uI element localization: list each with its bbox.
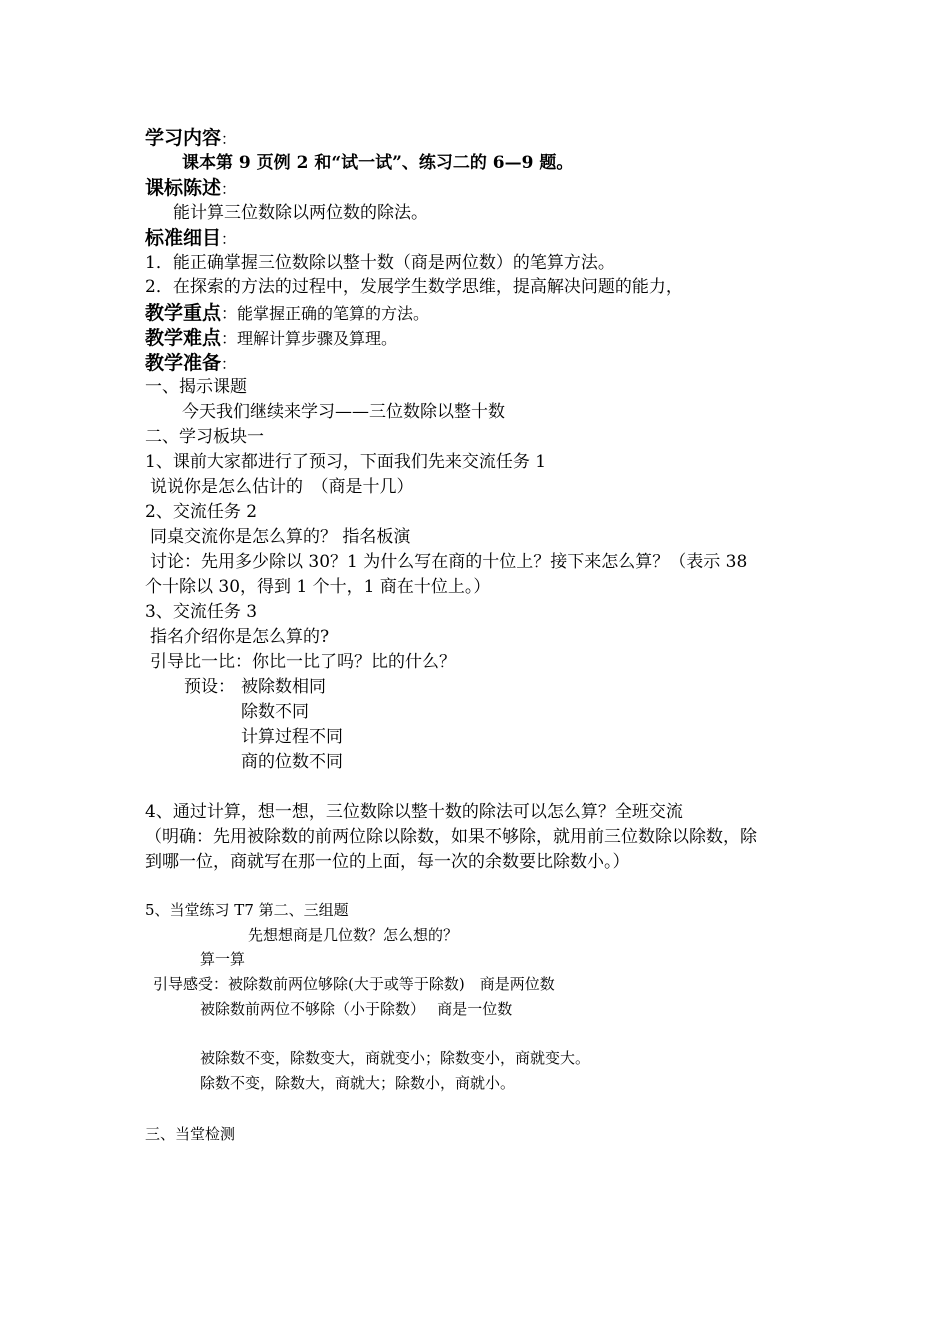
task-2-discussion: 讨论：先用多少除以 30？1 为什么写在商的十位上？接下来怎么算？（表示 38 [150, 552, 748, 572]
standards-heading [145, 225, 236, 252]
study-content-text: 课本第 9 页例 2 和“试一试”、练习二的 6—9 题。 [182, 153, 574, 173]
curriculum-colon: ： [221, 180, 237, 198]
task-4: 4、通过计算，想一想，三位数除以整十数的除法可以怎么算？全班交流 [145, 802, 683, 822]
preset-item: 除数不同 [241, 702, 309, 722]
rule-line: 被除数不变，除数变大，商就变小；除数变小，商就变大。 [200, 1049, 591, 1067]
standards-item: 1．能正确掌握三位数除以整十数（商是两位数）的笔算方法。 [145, 253, 615, 273]
task-2: 2、交流任务 2 [145, 502, 258, 522]
task-1-detail: 说说你是怎么估计的 （商是十几） [150, 477, 414, 497]
task-5: 5、当堂练习 T7 第二、三组题 [145, 901, 349, 919]
difficulty-label: 教学难点 [145, 327, 222, 349]
standards-item: 2．在探索的方法的过程中，发展学生数学思维，提高解决问题的能力， [145, 277, 683, 297]
task-2-detail: 同桌交流你是怎么算的？ 指名板演 [150, 527, 411, 547]
key-point-text: ：能掌握正确的笔算的方法。 [221, 304, 430, 323]
preset-item: 计算过程不同 [241, 727, 343, 747]
standards-label: 标准细目 [145, 227, 222, 249]
key-point-line [145, 300, 429, 327]
difficulty-line [145, 325, 397, 352]
rule-line: 除数不变，除数大，商就大；除数小，商就小。 [200, 1074, 516, 1092]
standards-colon: ： [221, 230, 237, 248]
study-content-label: 学习内容 [145, 127, 222, 149]
task-3: 3、交流任务 3 [145, 602, 258, 622]
task-5-calc: 算一算 [200, 950, 246, 968]
task-4-clarify-cont: 到哪一位，商就写在那一位的上面，每一次的余数要比除数小。） [145, 852, 630, 872]
task-5-think: 先想想商是几位数？怎么想的？ [248, 926, 459, 944]
preset-item: 被除数相同 [241, 677, 326, 697]
section-1-text: 今天我们继续来学习——三位数除以整十数 [182, 402, 505, 422]
task-3-guide: 引导比一比：你比一比了吗？比的什么？ [150, 652, 456, 672]
prep-colon: ： [221, 355, 237, 373]
task-5-guide-cont: 被除数前两位不够除（小于除数） 商是一位数 [200, 1000, 513, 1018]
task-2-discussion-cont: 个十除以 30，得到 1 个十，1 商在十位上。） [145, 577, 491, 597]
study-content-heading [145, 125, 236, 152]
task-5-guide: 引导感受：被除数前两位够除(大于或等于除数) 商是两位数 [153, 975, 555, 993]
study-content-colon: ： [221, 130, 237, 148]
task-4-clarify: （明确：先用被除数的前两位除以除数，如果不够除，就用前三位数除以除数，除 [145, 827, 757, 847]
preset-item: 商的位数不同 [241, 752, 343, 772]
curriculum-label: 课标陈述 [145, 177, 222, 199]
section-1-title: 一、揭示课题 [145, 377, 247, 397]
section-2-title: 二、学习板块一 [145, 427, 264, 447]
key-point-label: 教学重点 [145, 302, 222, 324]
difficulty-text: ：理解计算步骤及算理。 [221, 329, 398, 348]
curriculum-heading [145, 175, 236, 202]
section-3-title: 三、当堂检测 [145, 1125, 236, 1143]
curriculum-text: 能计算三位数除以两位数的除法。 [173, 203, 428, 223]
task-3-detail: 指名介绍你是怎么算的? [150, 627, 330, 647]
task-1: 1、课前大家都进行了预习，下面我们先来交流任务 1 [145, 452, 547, 472]
preset-label: 预设： [184, 677, 235, 697]
prep-label: 教学准备 [145, 352, 222, 374]
prep-heading [145, 350, 236, 377]
